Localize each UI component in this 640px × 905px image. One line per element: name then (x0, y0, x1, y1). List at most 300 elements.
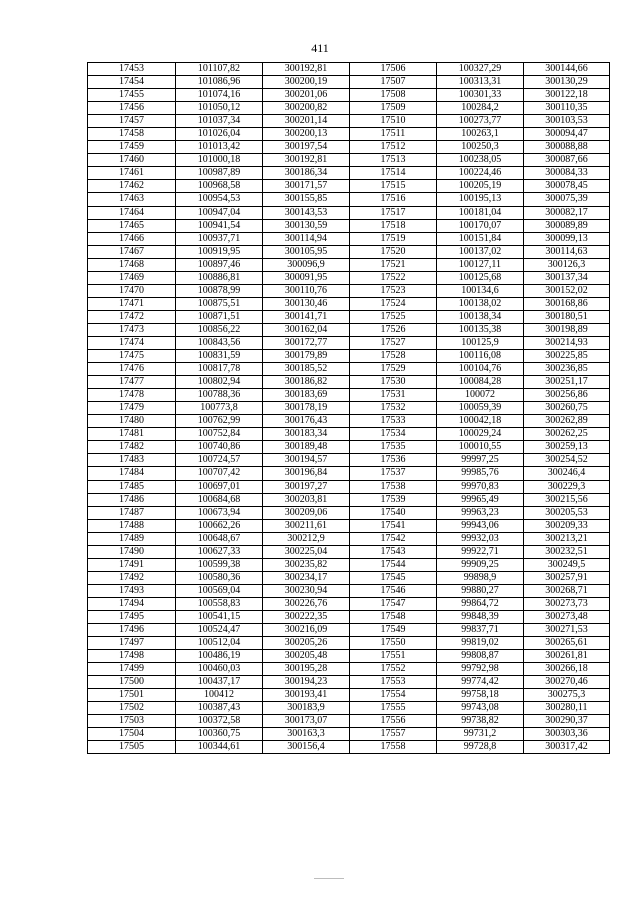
point-number-right: 17523 (350, 284, 437, 297)
x-coordinate-right: 99848,39 (437, 610, 524, 623)
y-coordinate-left: 300155,85 (263, 193, 350, 206)
x-coordinate-right: 100137,02 (437, 245, 524, 258)
y-coordinate-left: 300189,48 (263, 441, 350, 454)
x-coordinate-left: 100740,86 (176, 441, 263, 454)
point-number-right: 17543 (350, 545, 437, 558)
x-coordinate-right: 100250,3 (437, 141, 524, 154)
table-row (88, 115, 610, 128)
point-number-left: 17503 (88, 715, 176, 728)
y-coordinate-left: 300226,76 (263, 597, 350, 610)
y-coordinate-left: 300186,82 (263, 376, 350, 389)
y-coordinate-right: 300099,13 (524, 232, 610, 245)
point-number-right: 17548 (350, 610, 437, 623)
table-row (88, 363, 610, 376)
x-coordinate-left: 100360,75 (176, 728, 263, 741)
x-coordinate-right: 100151,84 (437, 232, 524, 245)
point-number-right: 17556 (350, 715, 437, 728)
table-row (88, 310, 610, 323)
x-coordinate-right: 99970,83 (437, 480, 524, 493)
x-coordinate-right: 100313,31 (437, 76, 524, 89)
y-coordinate-right: 300251,17 (524, 376, 610, 389)
y-coordinate-right: 300236,85 (524, 363, 610, 376)
x-coordinate-left: 101107,82 (176, 63, 263, 76)
x-coordinate-left: 100762,99 (176, 415, 263, 428)
table-row (88, 180, 610, 193)
y-coordinate-left: 300171,57 (263, 180, 350, 193)
table-row (88, 637, 610, 650)
x-coordinate-left: 100968,58 (176, 180, 263, 193)
y-coordinate-left: 300194,57 (263, 454, 350, 467)
y-coordinate-right: 300254,52 (524, 454, 610, 467)
x-coordinate-left: 100788,36 (176, 389, 263, 402)
x-coordinate-left: 100344,61 (176, 741, 263, 754)
y-coordinate-right: 300317,42 (524, 741, 610, 754)
table-row (88, 610, 610, 623)
y-coordinate-left: 300183,9 (263, 702, 350, 715)
y-coordinate-left: 300192,81 (263, 63, 350, 76)
point-number-right: 17537 (350, 467, 437, 480)
y-coordinate-right: 300262,25 (524, 428, 610, 441)
y-coordinate-right: 300273,48 (524, 610, 610, 623)
x-coordinate-right: 100238,05 (437, 154, 524, 167)
point-number-right: 17554 (350, 689, 437, 702)
y-coordinate-right: 300137,34 (524, 271, 610, 284)
point-number-right: 17553 (350, 676, 437, 689)
x-coordinate-left: 101086,96 (176, 76, 263, 89)
x-coordinate-right: 99932,03 (437, 532, 524, 545)
x-coordinate-right: 99965,49 (437, 493, 524, 506)
point-number-left: 17496 (88, 624, 176, 637)
x-coordinate-right: 100104,76 (437, 363, 524, 376)
x-coordinate-right: 100072 (437, 389, 524, 402)
y-coordinate-left: 300163,3 (263, 728, 350, 741)
table-row (88, 76, 610, 89)
x-coordinate-left: 100802,94 (176, 376, 263, 389)
x-coordinate-left: 101037,34 (176, 115, 263, 128)
x-coordinate-right: 100327,29 (437, 63, 524, 76)
table-row (88, 193, 610, 206)
x-coordinate-left: 100752,84 (176, 428, 263, 441)
x-coordinate-left: 100856,22 (176, 323, 263, 336)
table-row (88, 597, 610, 610)
y-coordinate-left: 300110,76 (263, 284, 350, 297)
x-coordinate-left: 100684,68 (176, 493, 263, 506)
point-number-right: 17512 (350, 141, 437, 154)
x-coordinate-left: 100843,56 (176, 336, 263, 349)
y-coordinate-right: 300214,93 (524, 336, 610, 349)
table-row (88, 571, 610, 584)
point-number-right: 17509 (350, 102, 437, 115)
point-number-left: 17475 (88, 350, 176, 363)
x-coordinate-right: 99731,2 (437, 728, 524, 741)
x-coordinate-left: 101000,18 (176, 154, 263, 167)
x-coordinate-left: 100871,51 (176, 310, 263, 323)
y-coordinate-right: 300268,71 (524, 584, 610, 597)
y-coordinate-right: 300084,33 (524, 167, 610, 180)
point-number-left: 17479 (88, 402, 176, 415)
coordinates-table (87, 62, 610, 754)
x-coordinate-left: 100724,57 (176, 454, 263, 467)
table-row (88, 415, 610, 428)
table-row (88, 297, 610, 310)
x-coordinate-right: 100224,46 (437, 167, 524, 180)
y-coordinate-right: 300075,39 (524, 193, 610, 206)
point-number-right: 17515 (350, 180, 437, 193)
x-coordinate-left: 100886,81 (176, 271, 263, 284)
x-coordinate-right: 100116,08 (437, 350, 524, 363)
y-coordinate-right: 300290,37 (524, 715, 610, 728)
x-coordinate-right: 99792,98 (437, 663, 524, 676)
table-row (88, 584, 610, 597)
point-number-right: 17521 (350, 258, 437, 271)
y-coordinate-right: 300260,75 (524, 402, 610, 415)
y-coordinate-right: 300215,56 (524, 493, 610, 506)
table-row (88, 245, 610, 258)
point-number-left: 17495 (88, 610, 176, 623)
table-row (88, 336, 610, 349)
x-coordinate-left: 100541,15 (176, 610, 263, 623)
point-number-left: 17482 (88, 441, 176, 454)
point-number-left: 17494 (88, 597, 176, 610)
y-coordinate-right: 300087,66 (524, 154, 610, 167)
y-coordinate-right: 300144,66 (524, 63, 610, 76)
table-row (88, 219, 610, 232)
y-coordinate-right: 300205,53 (524, 506, 610, 519)
point-number-left: 17459 (88, 141, 176, 154)
y-coordinate-right: 300088,88 (524, 141, 610, 154)
y-coordinate-left: 300183,34 (263, 428, 350, 441)
y-coordinate-left: 300091,95 (263, 271, 350, 284)
table-row (88, 271, 610, 284)
y-coordinate-left: 300216,09 (263, 624, 350, 637)
y-coordinate-left: 300193,41 (263, 689, 350, 702)
y-coordinate-left: 300156,4 (263, 741, 350, 754)
table-row (88, 650, 610, 663)
x-coordinate-left: 100412 (176, 689, 263, 702)
point-number-right: 17541 (350, 519, 437, 532)
x-coordinate-left: 100648,67 (176, 532, 263, 545)
y-coordinate-left: 300211,61 (263, 519, 350, 532)
point-number-right: 17544 (350, 558, 437, 571)
y-coordinate-left: 300173,07 (263, 715, 350, 728)
table-row (88, 350, 610, 363)
table-row (88, 624, 610, 637)
point-number-left: 17498 (88, 650, 176, 663)
table-row (88, 558, 610, 571)
y-coordinate-right: 300261,81 (524, 650, 610, 663)
y-coordinate-right: 300110,35 (524, 102, 610, 115)
x-coordinate-right: 100134,6 (437, 284, 524, 297)
y-coordinate-right: 300130,29 (524, 76, 610, 89)
point-number-left: 17489 (88, 532, 176, 545)
x-coordinate-right: 99758,18 (437, 689, 524, 702)
y-coordinate-right: 300271,53 (524, 624, 610, 637)
point-number-left: 17504 (88, 728, 176, 741)
y-coordinate-left: 300196,84 (263, 467, 350, 480)
y-coordinate-left: 300197,54 (263, 141, 350, 154)
point-number-left: 17487 (88, 506, 176, 519)
x-coordinate-right: 99774,42 (437, 676, 524, 689)
y-coordinate-left: 300201,14 (263, 115, 350, 128)
point-number-left: 17458 (88, 128, 176, 141)
point-number-right: 17536 (350, 454, 437, 467)
point-number-right: 17539 (350, 493, 437, 506)
point-number-left: 17505 (88, 741, 176, 754)
y-coordinate-left: 300205,26 (263, 637, 350, 650)
y-coordinate-left: 300195,28 (263, 663, 350, 676)
y-coordinate-right: 300103,53 (524, 115, 610, 128)
y-coordinate-left: 300209,06 (263, 506, 350, 519)
x-coordinate-right: 100284,2 (437, 102, 524, 115)
table-row (88, 467, 610, 480)
table-row (88, 389, 610, 402)
y-coordinate-right: 300270,46 (524, 676, 610, 689)
point-number-right: 17530 (350, 376, 437, 389)
point-number-left: 17476 (88, 363, 176, 376)
point-number-left: 17454 (88, 76, 176, 89)
point-number-left: 17462 (88, 180, 176, 193)
y-coordinate-left: 300222,35 (263, 610, 350, 623)
x-coordinate-left: 100987,89 (176, 167, 263, 180)
table-row (88, 154, 610, 167)
x-coordinate-left: 100486,19 (176, 650, 263, 663)
point-number-left: 17473 (88, 323, 176, 336)
x-coordinate-right: 100273,77 (437, 115, 524, 128)
x-coordinate-left: 100817,78 (176, 363, 263, 376)
x-coordinate-left: 100437,17 (176, 676, 263, 689)
y-coordinate-left: 300105,95 (263, 245, 350, 258)
x-coordinate-right: 100059,39 (437, 402, 524, 415)
x-coordinate-left: 100524,47 (176, 624, 263, 637)
x-coordinate-right: 100042,18 (437, 415, 524, 428)
x-coordinate-right: 99880,27 (437, 584, 524, 597)
y-coordinate-left: 300197,27 (263, 480, 350, 493)
y-coordinate-left: 300200,19 (263, 76, 350, 89)
y-coordinate-left: 300200,82 (263, 102, 350, 115)
x-coordinate-right: 100010,55 (437, 441, 524, 454)
point-number-right: 17542 (350, 532, 437, 545)
y-coordinate-left: 300203,81 (263, 493, 350, 506)
x-coordinate-right: 100205,19 (437, 180, 524, 193)
x-coordinate-left: 100954,53 (176, 193, 263, 206)
x-coordinate-right: 100301,33 (437, 89, 524, 102)
y-coordinate-left: 300162,04 (263, 323, 350, 336)
point-number-left: 17468 (88, 258, 176, 271)
y-coordinate-left: 300130,59 (263, 219, 350, 232)
footer-mark (314, 878, 344, 879)
table-row (88, 741, 610, 754)
x-coordinate-left: 100627,33 (176, 545, 263, 558)
table-row (88, 506, 610, 519)
y-coordinate-right: 300078,45 (524, 180, 610, 193)
x-coordinate-right: 99819,02 (437, 637, 524, 650)
y-coordinate-right: 300198,89 (524, 323, 610, 336)
y-coordinate-right: 300273,73 (524, 597, 610, 610)
page-number: 411 (311, 41, 329, 55)
point-number-left: 17497 (88, 637, 176, 650)
point-number-left: 17460 (88, 154, 176, 167)
y-coordinate-left: 300141,71 (263, 310, 350, 323)
table-row (88, 663, 610, 676)
y-coordinate-left: 300212,9 (263, 532, 350, 545)
x-coordinate-left: 101074,16 (176, 89, 263, 102)
y-coordinate-right: 300265,61 (524, 637, 610, 650)
table-row (88, 728, 610, 741)
y-coordinate-right: 300256,86 (524, 389, 610, 402)
y-coordinate-right: 300225,85 (524, 350, 610, 363)
y-coordinate-left: 300179,89 (263, 350, 350, 363)
table-row (88, 141, 610, 154)
x-coordinate-right: 99864,72 (437, 597, 524, 610)
y-coordinate-right: 300168,86 (524, 297, 610, 310)
point-number-right: 17552 (350, 663, 437, 676)
table-row (88, 258, 610, 271)
point-number-right: 17547 (350, 597, 437, 610)
y-coordinate-left: 300114,94 (263, 232, 350, 245)
y-coordinate-right: 300246,4 (524, 467, 610, 480)
point-number-left: 17500 (88, 676, 176, 689)
point-number-right: 17528 (350, 350, 437, 363)
y-coordinate-left: 300225,04 (263, 545, 350, 558)
point-number-left: 17480 (88, 415, 176, 428)
y-coordinate-left: 300183,69 (263, 389, 350, 402)
y-coordinate-left: 300234,17 (263, 571, 350, 584)
y-coordinate-left: 300194,23 (263, 676, 350, 689)
point-number-right: 17522 (350, 271, 437, 284)
point-number-left: 17457 (88, 115, 176, 128)
point-number-left: 17501 (88, 689, 176, 702)
x-coordinate-left: 100897,46 (176, 258, 263, 271)
point-number-right: 17555 (350, 702, 437, 715)
y-coordinate-left: 300143,53 (263, 206, 350, 219)
y-coordinate-left: 300230,94 (263, 584, 350, 597)
x-coordinate-left: 100460,03 (176, 663, 263, 676)
y-coordinate-right: 300126,3 (524, 258, 610, 271)
point-number-left: 17470 (88, 284, 176, 297)
point-number-right: 17519 (350, 232, 437, 245)
point-number-left: 17486 (88, 493, 176, 506)
x-coordinate-left: 100662,26 (176, 519, 263, 532)
y-coordinate-right: 300089,89 (524, 219, 610, 232)
x-coordinate-left: 100875,51 (176, 297, 263, 310)
table-row (88, 428, 610, 441)
point-number-right: 17549 (350, 624, 437, 637)
table-row (88, 323, 610, 336)
point-number-right: 17557 (350, 728, 437, 741)
point-number-right: 17538 (350, 480, 437, 493)
table-row (88, 284, 610, 297)
x-coordinate-right: 100195,13 (437, 193, 524, 206)
y-coordinate-right: 300303,36 (524, 728, 610, 741)
point-number-left: 17461 (88, 167, 176, 180)
point-number-left: 17465 (88, 219, 176, 232)
table-row (88, 206, 610, 219)
x-coordinate-left: 100919,95 (176, 245, 263, 258)
y-coordinate-right: 300213,21 (524, 532, 610, 545)
x-coordinate-right: 99898,9 (437, 571, 524, 584)
y-coordinate-left: 300178,19 (263, 402, 350, 415)
table-row (88, 715, 610, 728)
point-number-right: 17517 (350, 206, 437, 219)
point-number-left: 17499 (88, 663, 176, 676)
point-number-right: 17510 (350, 115, 437, 128)
x-coordinate-right: 100263,1 (437, 128, 524, 141)
table-row (88, 441, 610, 454)
y-coordinate-right: 300082,17 (524, 206, 610, 219)
y-coordinate-right: 300180,51 (524, 310, 610, 323)
point-number-right: 17514 (350, 167, 437, 180)
x-coordinate-right: 100125,9 (437, 336, 524, 349)
x-coordinate-right: 100135,38 (437, 323, 524, 336)
point-number-right: 17516 (350, 193, 437, 206)
point-number-left: 17455 (88, 89, 176, 102)
y-coordinate-right: 300232,51 (524, 545, 610, 558)
point-number-right: 17518 (350, 219, 437, 232)
point-number-left: 17456 (88, 102, 176, 115)
table-row (88, 532, 610, 545)
table-row (88, 493, 610, 506)
y-coordinate-left: 300172,77 (263, 336, 350, 349)
y-coordinate-right: 300152,02 (524, 284, 610, 297)
y-coordinate-left: 300096,9 (263, 258, 350, 271)
point-number-right: 17511 (350, 128, 437, 141)
x-coordinate-left: 100941,54 (176, 219, 263, 232)
point-number-right: 17533 (350, 415, 437, 428)
y-coordinate-left: 300176,43 (263, 415, 350, 428)
x-coordinate-left: 100878,99 (176, 284, 263, 297)
table-row (88, 454, 610, 467)
y-coordinate-right: 300249,5 (524, 558, 610, 571)
y-coordinate-left: 300130,46 (263, 297, 350, 310)
table-row (88, 167, 610, 180)
y-coordinate-left: 300201,06 (263, 89, 350, 102)
point-number-left: 17472 (88, 310, 176, 323)
point-number-left: 17469 (88, 271, 176, 284)
point-number-left: 17481 (88, 428, 176, 441)
point-number-right: 17535 (350, 441, 437, 454)
x-coordinate-left: 100773,8 (176, 402, 263, 415)
x-coordinate-right: 100138,02 (437, 297, 524, 310)
point-number-right: 17508 (350, 89, 437, 102)
x-coordinate-left: 100569,04 (176, 584, 263, 597)
x-coordinate-left: 100558,83 (176, 597, 263, 610)
x-coordinate-left: 100697,01 (176, 480, 263, 493)
point-number-right: 17540 (350, 506, 437, 519)
x-coordinate-right: 100029,24 (437, 428, 524, 441)
y-coordinate-right: 300262,89 (524, 415, 610, 428)
x-coordinate-right: 99738,82 (437, 715, 524, 728)
point-number-left: 17453 (88, 63, 176, 76)
y-coordinate-right: 300280,11 (524, 702, 610, 715)
table-row (88, 702, 610, 715)
x-coordinate-left: 100387,43 (176, 702, 263, 715)
point-number-right: 17524 (350, 297, 437, 310)
point-number-right: 17550 (350, 637, 437, 650)
x-coordinate-right: 100125,68 (437, 271, 524, 284)
table-row (88, 519, 610, 532)
x-coordinate-right: 99728,8 (437, 741, 524, 754)
x-coordinate-right: 99743,08 (437, 702, 524, 715)
table-row (88, 63, 610, 76)
x-coordinate-left: 100947,04 (176, 206, 263, 219)
x-coordinate-left: 101026,04 (176, 128, 263, 141)
x-coordinate-left: 100831,59 (176, 350, 263, 363)
x-coordinate-right: 99909,25 (437, 558, 524, 571)
y-coordinate-right: 300259,13 (524, 441, 610, 454)
x-coordinate-left: 100707,42 (176, 467, 263, 480)
point-number-left: 17488 (88, 519, 176, 532)
table-row (88, 89, 610, 102)
